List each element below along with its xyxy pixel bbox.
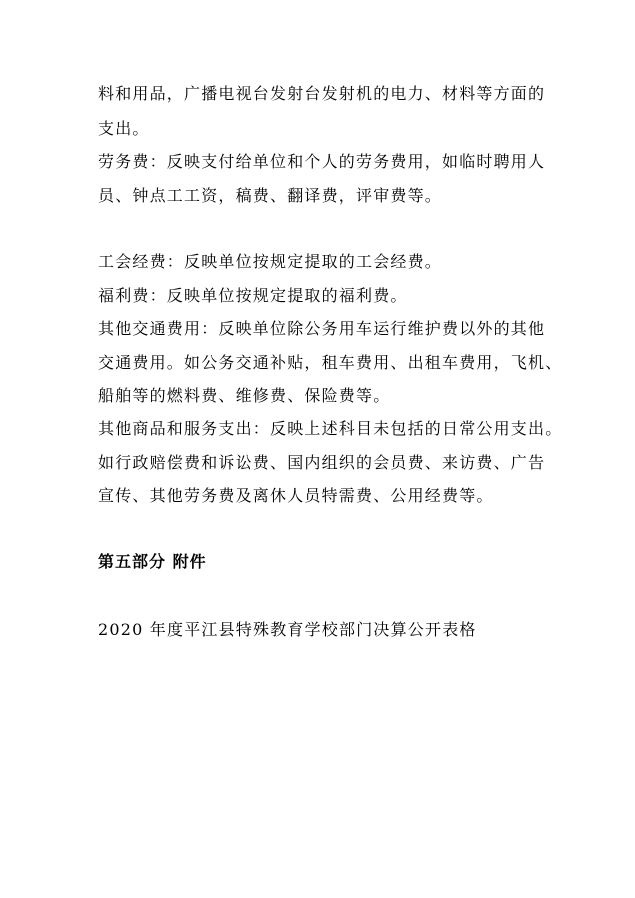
paragraph-line: 宣传、其他劳务费及离休人员特需费、公用经费等。: [98, 486, 494, 505]
paragraph-line: 劳务费：反映支付给单位和个人的劳务费用，如临时聘用人: [98, 152, 546, 171]
paragraph-line: 工会经费：反映单位按规定提取的工会经费。: [98, 252, 443, 271]
attachment-title: 2020 年度平江县特殊教育学校部门决算公开表格: [98, 620, 477, 639]
paragraph-line: 料和用品，广播电视台发射台发射机的电力、材料等方面的: [98, 84, 546, 103]
paragraph-line: 其他商品和服务支出：反映上述科目未包括的日常公用支出。: [98, 419, 563, 438]
paragraph-line: 船舶等的燃料费、维修费、保险费等。: [98, 386, 391, 405]
paragraph-line: 如行政赔偿费和诉讼费、国内组织的会员费、来访费、广告: [98, 453, 546, 472]
section-heading: 第五部分 附件: [98, 552, 207, 571]
paragraph-line: 福利费：反映单位按规定提取的福利费。: [98, 286, 408, 305]
paragraph-line: 员、钟点工工资，稿费、翻译费，评审费等。: [98, 186, 443, 205]
paragraph-line: 交通费用。如公务交通补贴，租车费用、出租车费用，飞机、: [98, 353, 563, 372]
paragraph-line: 支出。: [98, 119, 150, 138]
paragraph-line: 其他交通费用：反映单位除公务用车运行维护费以外的其他: [98, 319, 546, 338]
